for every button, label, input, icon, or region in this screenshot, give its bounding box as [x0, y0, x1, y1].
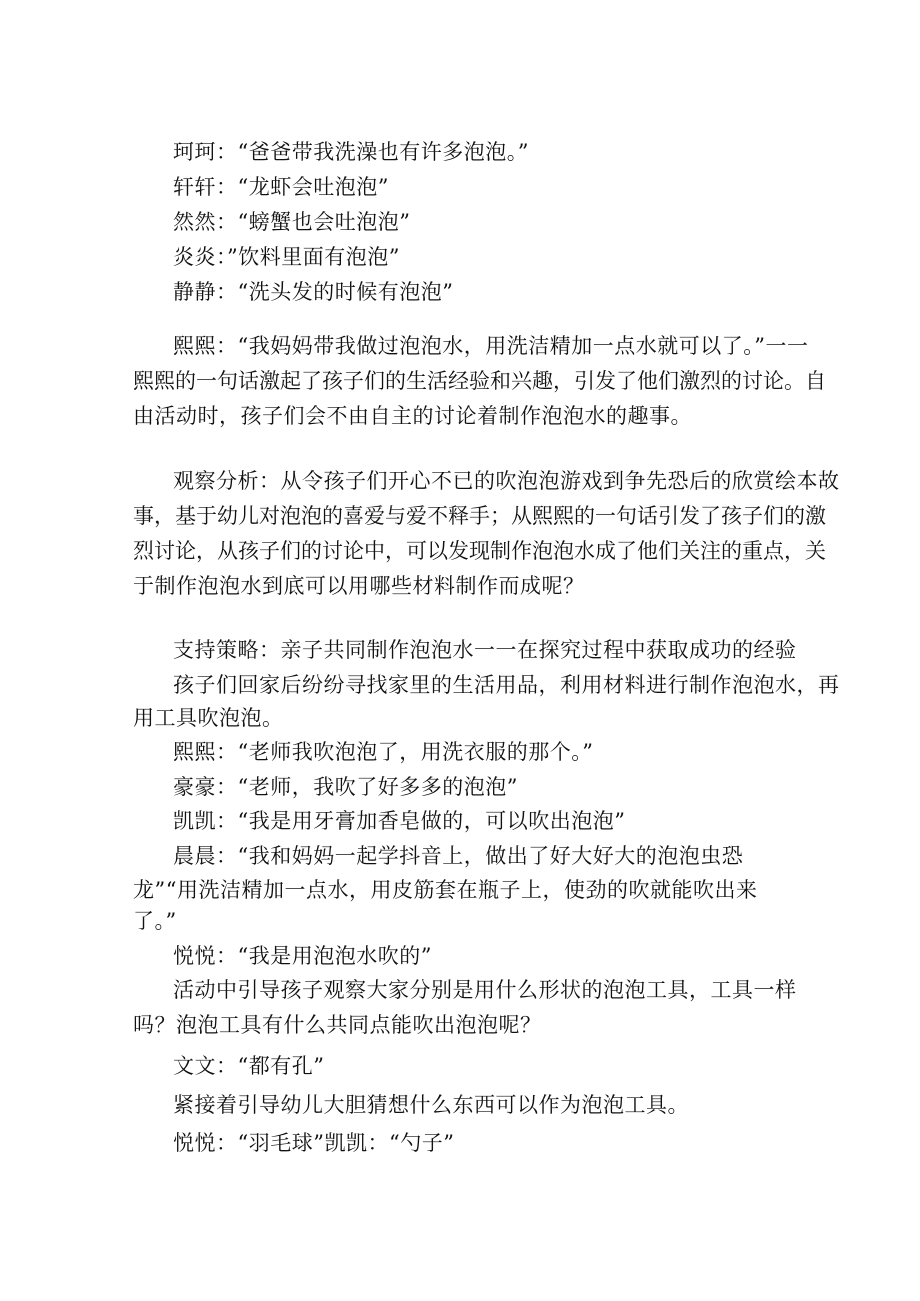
- strategy-line: 用工具吹泡泡。: [133, 706, 284, 730]
- analysis-line: 于制作泡泡水到底可以用哪些材料制作而成呢？: [133, 574, 585, 598]
- dialogue-line-chenchen-end: 了。”: [133, 909, 177, 933]
- dialogue-line-haohao: 豪豪：“老师，我吹了好多多的泡泡”: [173, 775, 518, 799]
- dialogue-line-yueyue-kaikai: 悦悦：“羽毛球”凯凯：“勺子”: [173, 1131, 455, 1155]
- dialogue-line-chenchen-cont: 龙”“用洗洁精加一点水，用皮筋套在瓶子上，使劲的吹就能吹出来: [133, 878, 758, 902]
- dialogue-line-yueyue: 悦悦：“我是用泡泡水吹的”: [173, 944, 432, 968]
- dialogue-line-ranran: 然然：“螃蟹也会吐泡泡”: [173, 210, 411, 234]
- dialogue-line-xixi-2: 熙熙：“老师我吹泡泡了，用洗衣服的那个。”: [173, 740, 594, 764]
- paragraph-line: 熙熙的一句话激起了孩子们的生活经验和兴趣，引发了他们激烈的讨论。自: [133, 369, 826, 393]
- dialogue-line-yanyan: 炎炎：”饮料里面有泡泡”: [173, 245, 400, 269]
- strategy-heading-line: 支持策略：亲子共同制作泡泡水一一在探究过程中获取成功的经验: [173, 638, 797, 662]
- dialogue-line-xuanxuan: 轩轩：“龙虾会吐泡泡”: [173, 175, 389, 199]
- dialogue-line-xixi: 熙熙：“我妈妈带我做过泡泡水，用洗洁精加一点水就可以了。”一一: [173, 334, 809, 358]
- guidance-line: 紧接着引导幼儿大胆猜想什么东西可以作为泡泡工具。: [173, 1093, 689, 1117]
- dialogue-line-chenchen: 晨晨：“我和妈妈一起学抖音上，做出了好大好大的泡泡虫恐: [173, 844, 744, 868]
- dialogue-line-jingjing: 静静：“洗头发的时候有泡泡”: [173, 280, 454, 304]
- dialogue-line-wenwen: 文文：“都有孔”: [173, 1054, 325, 1078]
- dialogue-line-kaikai: 凯凯：“我是用牙膏加香皂做的，可以吹出泡泡”: [173, 809, 626, 833]
- analysis-heading-line: 观察分析：从令孩子们开心不已的吹泡泡游戏到争先恐后的欣赏绘本故: [173, 469, 840, 493]
- guidance-line: 吗？泡泡工具有什么共同点能吹出泡泡呢？: [133, 1013, 542, 1037]
- strategy-line: 孩子们回家后纷纷寻找家里的生活用品，利用材料进行制作泡泡水，再: [173, 673, 840, 697]
- guidance-line: 活动中引导孩子观察大家分别是用什么形状的泡泡工具，工具一样: [173, 978, 797, 1002]
- paragraph-line: 由活动时，孩子们会不由自主的讨论着制作泡泡水的趣事。: [133, 404, 692, 428]
- analysis-line: 事，基于幼儿对泡泡的喜爱与爱不释手；从熙熙的一句话引发了孩子们的激: [133, 504, 826, 528]
- analysis-line: 烈讨论，从孩子们的讨论中，可以发现制作泡泡水成了他们关注的重点，关: [133, 539, 826, 563]
- dialogue-line-keke: 珂珂：“爸爸带我洗澡也有许多泡泡。”: [173, 140, 529, 164]
